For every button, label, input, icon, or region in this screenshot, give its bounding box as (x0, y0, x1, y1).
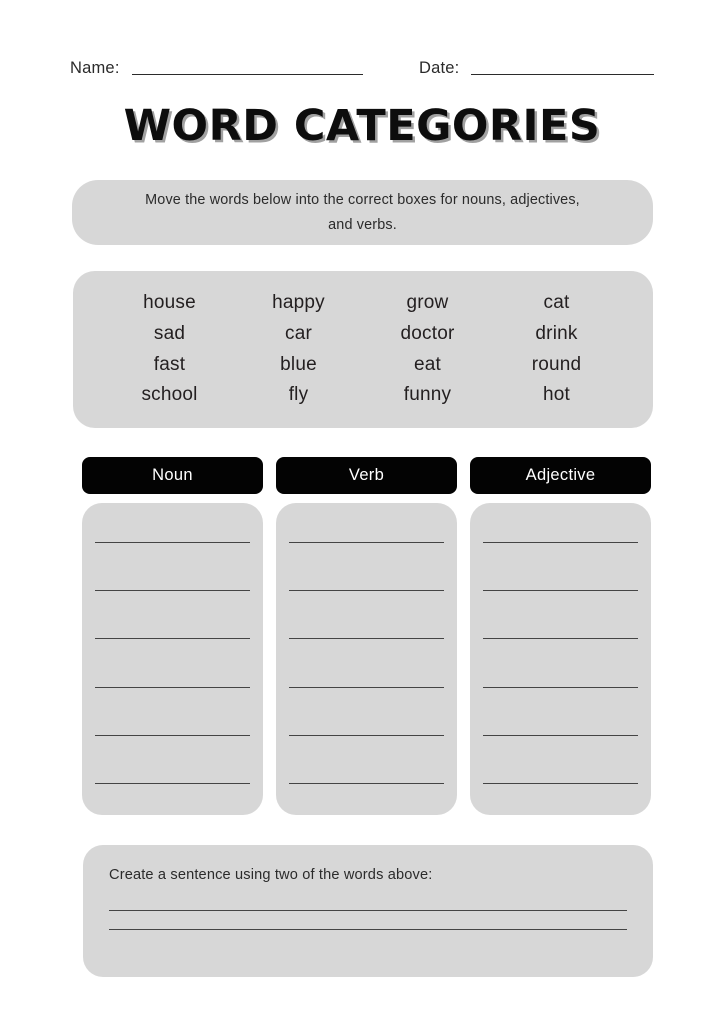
category-answer-box-noun[interactable] (82, 503, 263, 815)
name-field-group (70, 59, 363, 78)
answer-line[interactable] (289, 687, 444, 688)
instructions-panel (72, 180, 653, 245)
category-column-verb (276, 457, 457, 815)
answer-line[interactable] (289, 590, 444, 591)
category-column-adjective (470, 457, 651, 815)
answer-line[interactable] (289, 735, 444, 736)
answer-line[interactable] (483, 638, 638, 639)
sentence-task-lines (109, 885, 627, 955)
word-bank-word[interactable]: grow (406, 292, 449, 314)
category-header-adjective[interactable]: Adjective (470, 457, 651, 494)
word-bank-word[interactable]: drink (535, 322, 578, 344)
answer-line[interactable] (95, 638, 250, 639)
sentence-line[interactable] (109, 910, 627, 911)
answer-lines (289, 516, 444, 802)
word-bank-word[interactable]: cat (543, 292, 570, 314)
answer-line[interactable] (95, 783, 250, 784)
sentence-line[interactable] (109, 929, 627, 930)
word-bank-word[interactable]: fast (153, 353, 186, 375)
word-bank-word[interactable]: happy (272, 292, 325, 314)
word-bank-column (492, 288, 621, 411)
word-bank-word[interactable]: round (531, 353, 582, 375)
answer-line[interactable] (483, 687, 638, 688)
answer-line[interactable] (483, 590, 638, 591)
date-label: Date: (419, 59, 460, 77)
word-bank-word[interactable]: sad (153, 322, 186, 344)
word-bank-word[interactable]: eat (413, 353, 441, 375)
word-bank-word[interactable]: funny (403, 384, 452, 406)
answer-line[interactable] (289, 542, 444, 543)
name-date-row (70, 52, 654, 78)
word-bank-word[interactable]: fly (288, 384, 309, 406)
word-bank-panel (73, 271, 653, 428)
category-answer-box-verb[interactable] (276, 503, 457, 815)
word-bank-word[interactable]: blue (280, 353, 317, 375)
word-bank-word[interactable]: hot (542, 384, 570, 406)
instructions-text: Move the words below into the correct boxes for nouns, adjectives, and verbs. (145, 191, 580, 233)
word-bank-word[interactable]: school (141, 384, 198, 406)
word-bank-word[interactable]: car (285, 322, 312, 344)
word-bank-column (105, 288, 234, 411)
category-header-verb[interactable]: Verb (276, 457, 457, 494)
answer-line[interactable] (95, 687, 250, 688)
answer-line[interactable] (95, 590, 250, 591)
answer-line[interactable] (95, 542, 250, 543)
answer-line[interactable] (95, 735, 250, 736)
name-input-line[interactable] (132, 74, 363, 75)
answer-line[interactable] (483, 542, 638, 543)
category-answer-box-adjective[interactable] (470, 503, 651, 815)
answer-line[interactable] (483, 783, 638, 784)
answer-lines (483, 516, 638, 802)
category-header-noun[interactable]: Noun (82, 457, 263, 494)
word-bank-word[interactable]: house (143, 292, 196, 314)
worksheet-title: WORD CATEGORIES (123, 101, 601, 151)
sentence-task-prompt: Create a sentence using two of the words above: (109, 867, 433, 883)
category-column-noun (82, 457, 263, 815)
answer-line[interactable] (289, 783, 444, 784)
word-bank-column (234, 288, 363, 411)
answer-line[interactable] (483, 735, 638, 736)
name-label: Name: (70, 59, 120, 77)
date-field-group (419, 59, 654, 78)
word-bank-word[interactable]: doctor (400, 322, 455, 344)
category-columns (82, 457, 652, 815)
answer-lines (95, 516, 250, 802)
word-bank-column (363, 288, 492, 411)
answer-line[interactable] (289, 638, 444, 639)
sentence-task-panel (83, 845, 653, 977)
date-input-line[interactable] (471, 74, 654, 75)
